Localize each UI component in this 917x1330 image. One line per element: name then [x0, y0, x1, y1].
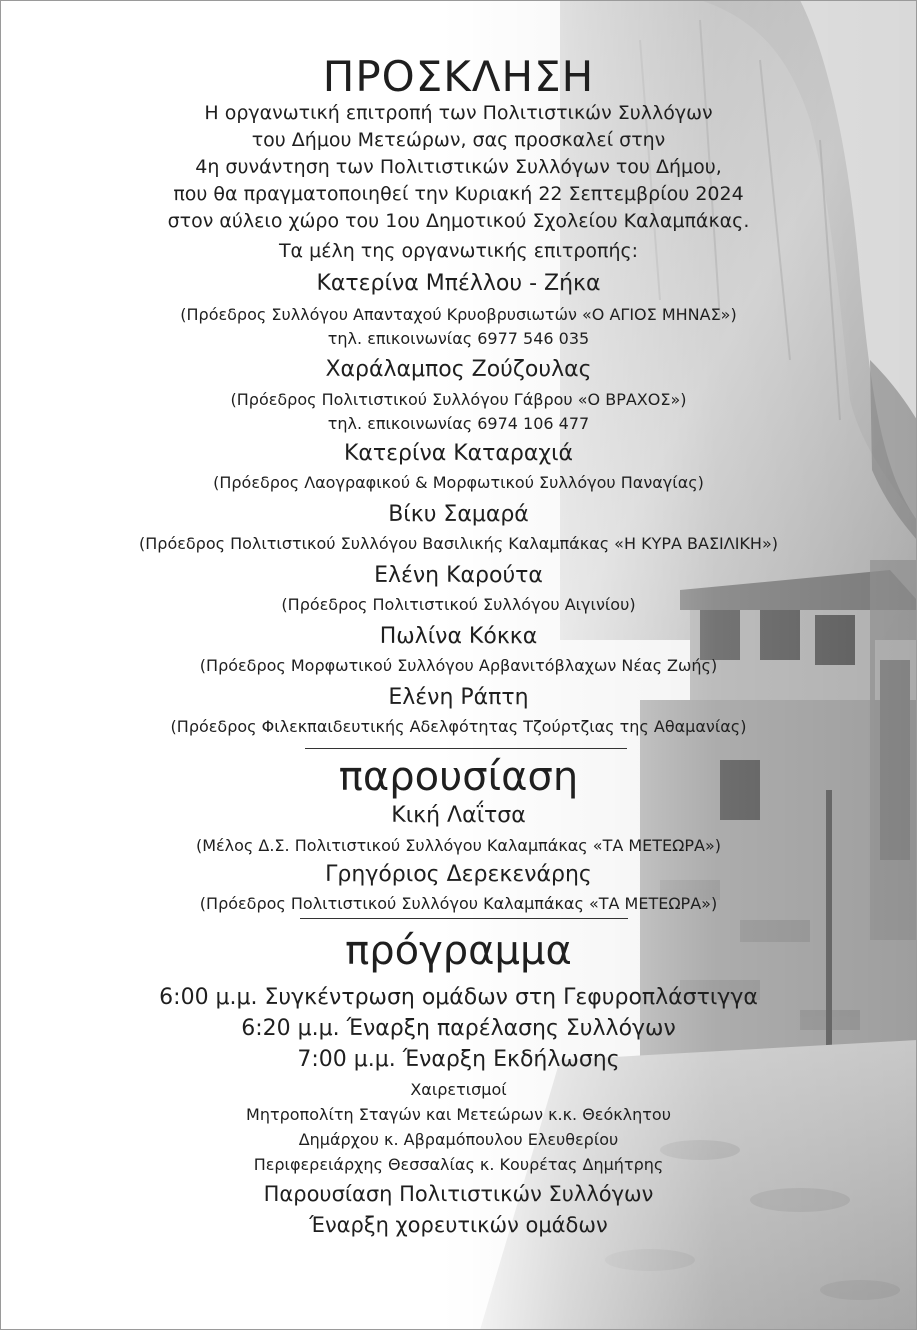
program-item: 7:00 μ.μ. Έναρξη Εκδήλωσης [297, 1047, 620, 1072]
member-name: Πωλίνα Κόκκα [379, 624, 538, 649]
program-heading: πρόγραμμα [345, 928, 572, 974]
committee-heading: Τα μέλη της οργανωτικής επιτροπής: [278, 240, 639, 262]
member-role: (Πρόεδρος Πολιτιστικού Συλλόγου Αιγινίου) [281, 595, 636, 614]
member-name: Ελένη Ράπτη [388, 685, 529, 710]
member-phone: τηλ. επικοινωνίας 6974 106 477 [327, 414, 590, 433]
intro-line: στον αύλειο χώρο του 1ου Δημοτικού Σχολείου Καλαμπάκας. [167, 210, 750, 232]
member-role: (Πρόεδρος Συλλόγου Απανταχού Κρυοβρυσιωτών «Ο ΑΓΙΟΣ ΜΗΝΑΣ») [180, 305, 737, 324]
greetings-label: Χαιρετισμοί [410, 1080, 507, 1099]
member-phone: τηλ. επικοινωνίας 6977 546 035 [327, 329, 590, 348]
presenter-role: (Πρόεδρος Πολιτιστικού Συλλόγου Καλαμπάκας «ΤΑ ΜΕΤΕΩΡΑ») [199, 894, 718, 913]
greeting-item: Δημάρχου κ. Αβραμόπουλου Ελευθερίου [298, 1130, 619, 1149]
member-role: (Πρόεδρος Λαογραφικού & Μορφωτικού Συλλόγου Παναγίας) [213, 473, 704, 492]
section-divider [300, 918, 628, 919]
page-title: ΠΡΟΣΚΛΗΣΗ [322, 52, 595, 101]
member-name: Χαράλαμπος Ζούζουλας [325, 357, 592, 382]
presenter-name: Κική Λαΐτσα [391, 803, 526, 828]
presentation-heading: παρουσίαση [338, 754, 579, 800]
closing-item: Παρουσίαση Πολιτιστικών Συλλόγων [263, 1182, 654, 1206]
member-name: Βίκυ Σαμαρά [388, 502, 529, 527]
closing-item: Έναρξη χορευτικών ομάδων [309, 1213, 608, 1237]
program-item: 6:20 μ.μ. Έναρξη παρέλασης Συλλόγων [241, 1016, 676, 1041]
greeting-item: Περιφερειάρχης Θεσσαλίας κ. Κουρέτας Δημήτρης [253, 1155, 664, 1174]
presenter-name: Γρηγόριος Δερεκενάρης [325, 862, 592, 887]
member-role: (Πρόεδρος Πολιτιστικού Συλλόγου Γάβρου «Ο ΒΡΑΧΟΣ») [230, 390, 687, 409]
member-name: Κατερίνα Καταραχιά [343, 441, 574, 466]
member-name: Ελένη Καρούτα [374, 563, 543, 588]
intro-line: του Δήμου Μετεώρων, σας προσκαλεί στην [251, 129, 666, 151]
program-item: 6:00 μ.μ. Συγκέντρωση ομάδων στη Γεφυροπλάστιγγα [159, 985, 758, 1010]
member-name: Κατερίνα Μπέλλου - Ζήκα [316, 271, 601, 296]
member-role: (Πρόεδρος Φιλεκπαιδευτικής Αδελφότητας Τζούρτζιας της Αθαμανίας) [170, 717, 747, 736]
member-role: (Πρόεδρος Μορφωτικού Συλλόγου Αρβανιτόβλαχων Νέας Ζωής) [199, 656, 718, 675]
intro-line: που θα πραγματοποιηθεί την Κυριακή 22 Σεπτεμβρίου 2024 [173, 183, 744, 205]
intro-line: 4η συνάντηση των Πολιτιστικών Συλλόγων του Δήμου, [195, 156, 722, 178]
presenter-role: (Μέλος Δ.Σ. Πολιτιστικού Συλλόγου Καλαμπάκας «ΤΑ ΜΕΤΕΩΡΑ») [195, 836, 722, 855]
member-role: (Πρόεδρος Πολιτιστικού Συλλόγου Βασιλικής Καλαμπάκας «Η ΚΥΡΑ ΒΑΣΙΛΙΚΗ») [139, 534, 778, 553]
section-divider [305, 748, 627, 749]
greeting-item: Μητροπολίτη Σταγών και Μετεώρων κ.κ. Θεόκλητου [246, 1105, 671, 1124]
intro-line: Η οργανωτική επιτροπή των Πολιτιστικών Συλλόγων [204, 102, 713, 124]
